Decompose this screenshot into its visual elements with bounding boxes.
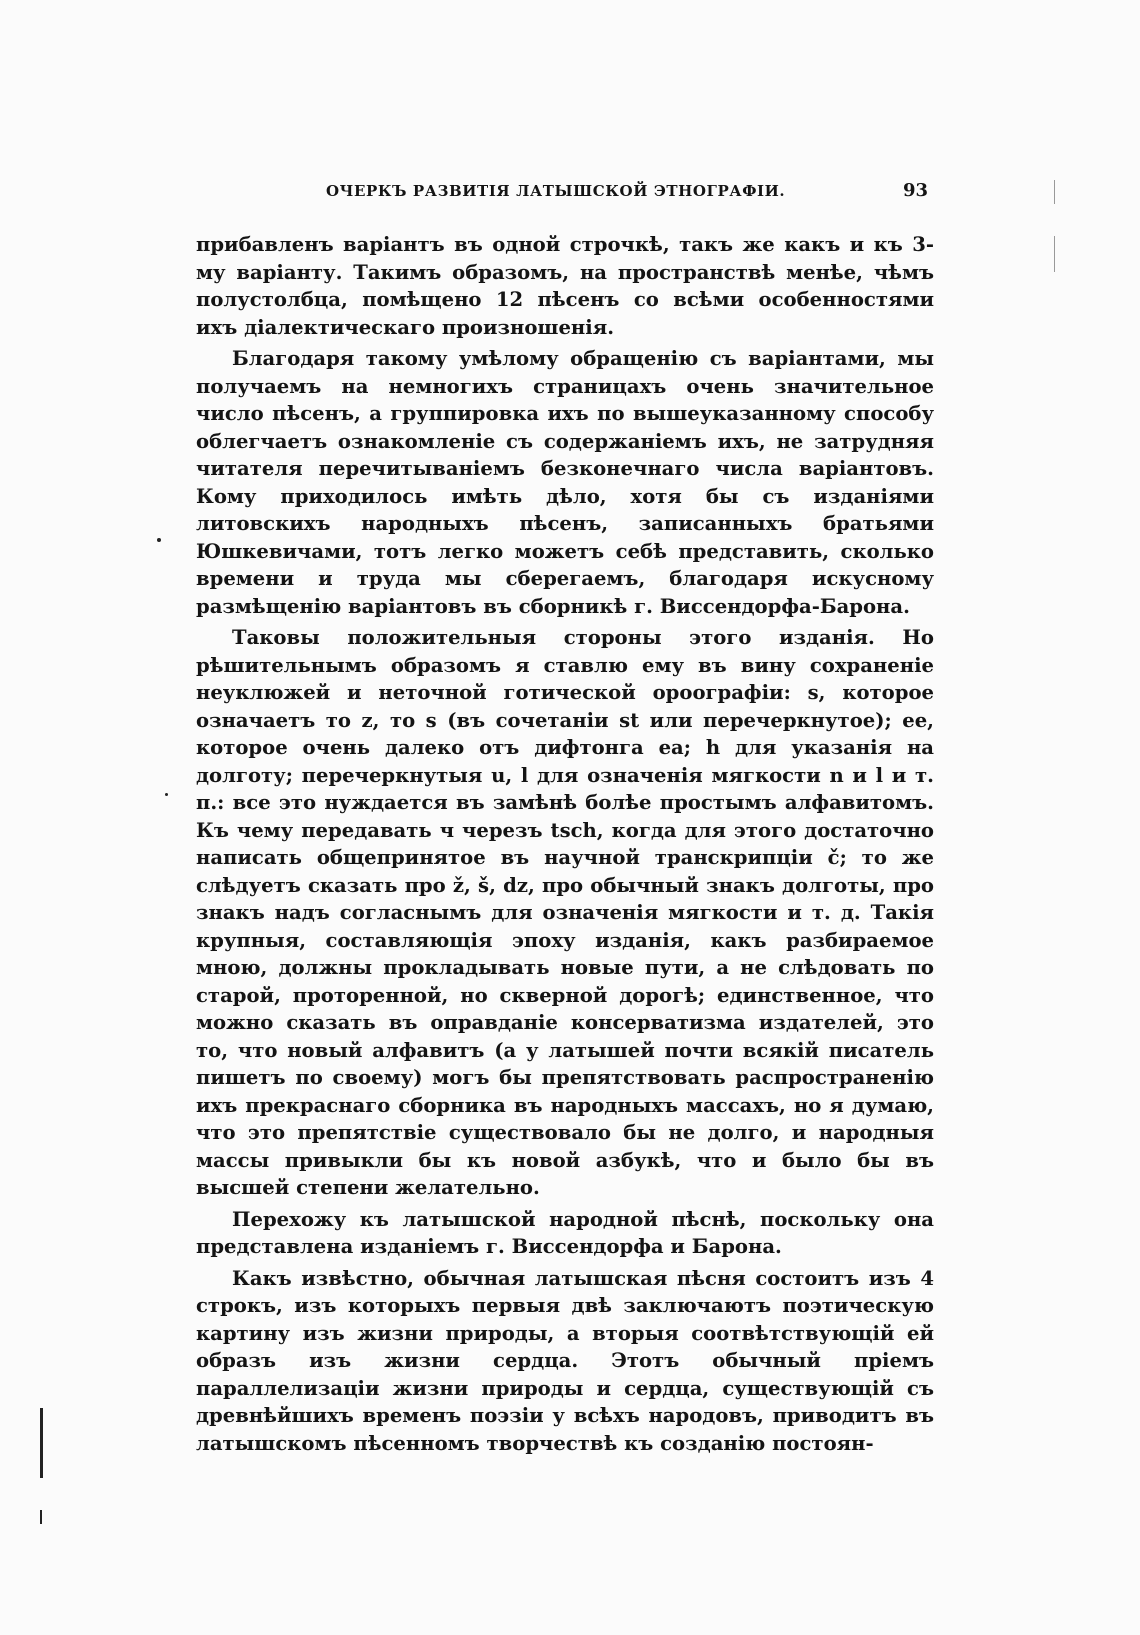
- running-head: ОЧЕРКЪ РАЗВИТІЯ ЛАТЫШСКОЙ ЭТНОГРАФІИ.: [326, 182, 786, 200]
- scan-edge-mark-right-2: [1054, 236, 1055, 272]
- paragraph-5: Какъ извѣстно, обычная латышская пѣсня состоитъ изъ 4 строкъ, изъ которыхъ первыя двѣ заключаютъ поэтическую картину изъ жизни природы, а вторыя соотвѣтствующій ей образъ изъ жизни сердца. Этотъ обычный пріемъ параллелизаціи жизни природы и сердца, существующій съ древнѣйшихъ временъ поэзіи у всѣхъ народовъ, приводитъ въ латышскомъ пѣсенномъ творчествѣ къ созданію постоян-: [196, 1266, 934, 1455]
- scan-speck-2: [165, 793, 168, 796]
- body-text: [196, 231, 934, 1457]
- paragraph-4: Перехожу къ латышской народной пѣснѣ, поскольку она представлена изданіемъ г. Виссендорфа и Барона.: [196, 1207, 934, 1258]
- paragraph-2: Благодаря такому умѣлому обращенію съ варіантами, мы получаемъ на немногихъ страницахъ очень значительное число пѣсенъ, а группировка ихъ по вышеуказанному способу облегчаетъ ознакомленіе съ содержаніемъ ихъ, не затрудняя читателя перечитываніемъ безконечнаго числа варіантовъ. Кому приходилось имѣть дѣло, хотя бы съ изданіями литовскихъ народныхъ пѣсенъ, записанныхъ братьями Юшкевичами, тотъ легко можетъ себѣ представить, сколько времени и труда мы сберегаемъ, благодаря искусному размѣщенію варіантовъ въ сборникѣ г. Виссендорфа-Барона.: [196, 347, 934, 618]
- paragraph-1: прибавленъ варіантъ въ одной строчкѣ, такъ же какъ и къ 3-му варіанту. Такимъ образомъ, на пространствѣ менѣе, чѣмъ полустолбца, помѣщено 12 пѣсенъ со всѣми особенностями ихъ діалектическаго произношенія.: [196, 233, 934, 339]
- scan-edge-mark-left: [40, 1408, 43, 1478]
- page-number: 93: [902, 180, 928, 201]
- page-header: [196, 182, 936, 210]
- paragraph-3: Таковы положительныя стороны этого изданія. Но рѣшительнымъ образомъ я ставлю ему въ вину сохраненіе неуклюжей и неточной готической ороографіи: s, которое означаетъ то z, то s (въ сочетаніи st или перечеркнутое); ee, которое очень далеко отъ дифтонга ea; h для указанія на долготу; перечеркнутыя u, l для означенія мягкости n и l и т. п.: все это нуждается въ замѣнѣ болѣе простымъ алфавитомъ. Къ чему передавать ч черезъ tsch, когда для этого достаточно написать общепринятое въ научной транскрипціи č; то же слѣдуетъ сказать про ž, š, dz, про обычный знакъ долготы, про знакъ надъ согласнымъ для означенія мягкости и т. д. Такія крупныя, составляющія эпоху изданія, какъ разбираемое мною, должны прокладывать новые пути, а не слѣдовать по старой, проторенной, но скверной дорогѣ; единственное, что можно сказать въ оправданіе консерватизма издателей, это то, что новый алфавитъ (а у латышей почти всякій писатель пишетъ по своему) могъ бы препятствовать распространенію ихъ прекраснаго сборника въ народныхъ массахъ, но я думаю, что это препятствіе существовало бы не долго, и народныя массы привыкли бы къ новой азбукѣ, что и было бы въ высшей степени желательно.: [196, 626, 934, 1199]
- scan-speck: [157, 538, 161, 542]
- scan-edge-mark-left-small: [40, 1510, 42, 1524]
- scan-edge-mark-right: [1054, 180, 1055, 204]
